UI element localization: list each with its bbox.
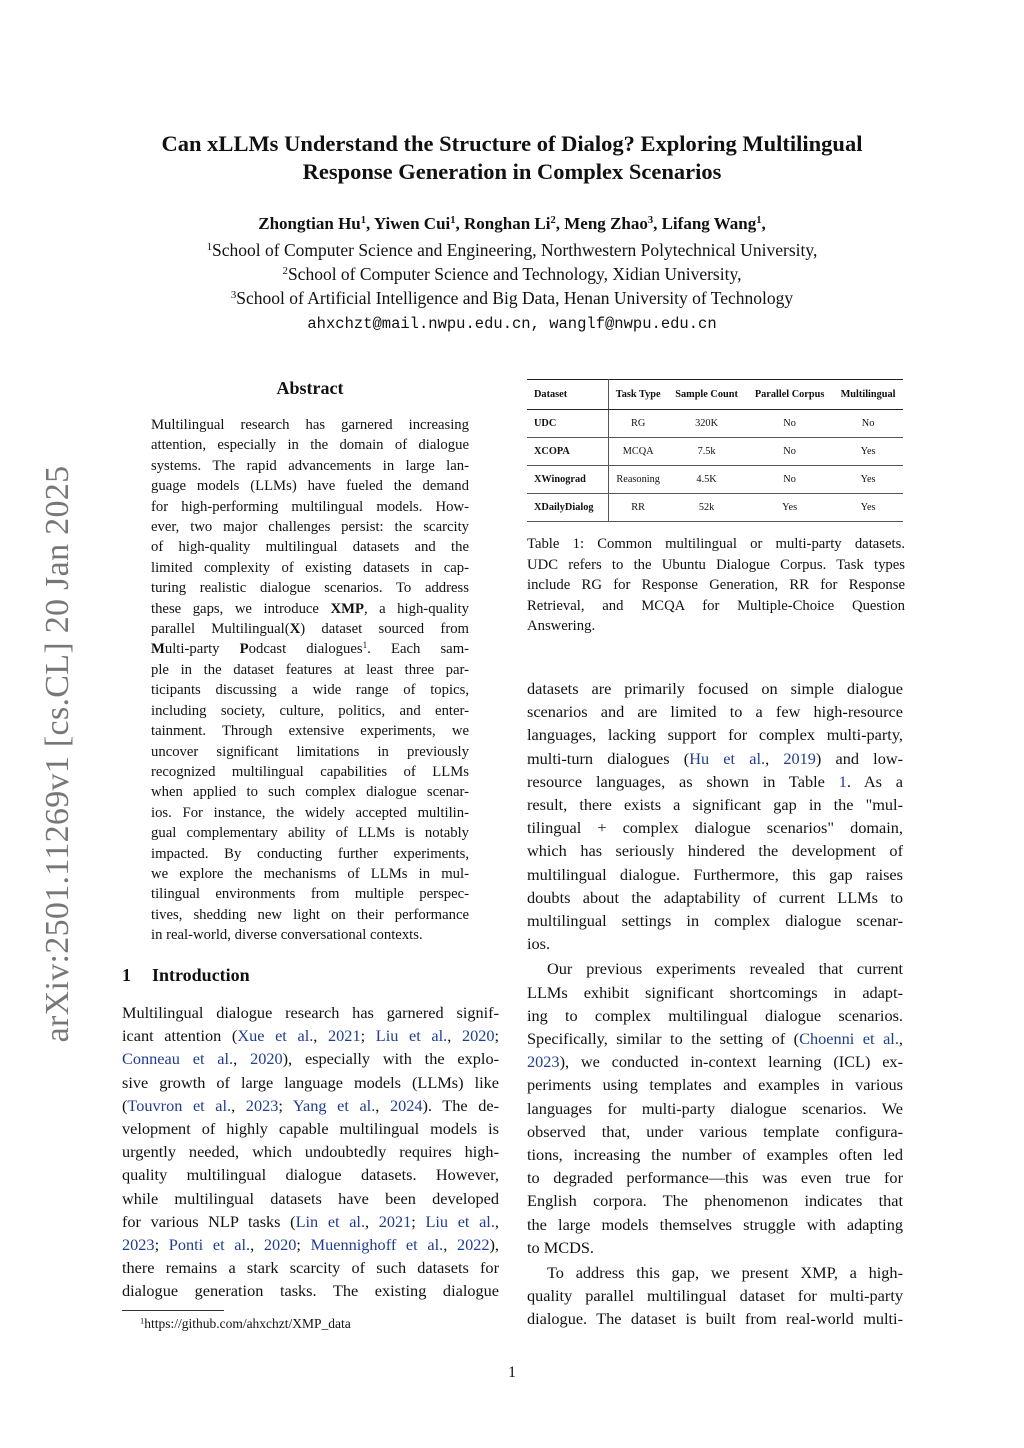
section-heading-introduction <box>122 965 250 986</box>
body-line: result, there exists a significant gap in the "mul- <box>527 795 903 815</box>
body-line: quality parallel multilingual dataset for multi-party <box>527 1286 903 1306</box>
body-line: LLMs exhibit significant shortcomings in adapt- <box>527 982 903 1002</box>
abstract-line: these gaps, we introduce XMP, a high-quality <box>151 600 469 617</box>
affiliation-mark: 3 <box>230 289 237 302</box>
body-line: urgently needed, which undoubtedly requires high- <box>122 1142 499 1162</box>
body-line: English corpora. The phenomenon indicates that <box>527 1191 903 1211</box>
author <box>564 214 661 233</box>
table-cell: Yes <box>833 494 903 522</box>
table-row <box>527 438 903 466</box>
body-line: multilingual dialogue. Furthermore, this gap raises <box>527 864 903 884</box>
table-caption <box>527 534 905 637</box>
author-affil-mark: 1 <box>360 215 367 227</box>
caption-line: Retrieval, and MCQA for Multiple-Choice Question <box>527 597 905 614</box>
abstract-line: gual complementary ability of LLMs is notably <box>151 825 469 842</box>
author-affil-mark: 1 <box>450 215 456 227</box>
paper-title <box>0 130 1024 186</box>
abstract-body <box>151 415 469 946</box>
abstract-line: attention, especially in the domain of dialogue <box>151 437 469 454</box>
caption-line: include RG for Response Generation, RR for Response <box>527 577 905 594</box>
body-line: 2023; Ponti et al., 2020; Muennighoff et al., 2022), <box>122 1235 499 1255</box>
table-header-cell: Multilingual <box>833 380 903 410</box>
table-cell: XWinograd <box>527 466 609 494</box>
title-line: Response Generation in Complex Scenarios <box>302 159 722 184</box>
footnote <box>140 1316 351 1332</box>
affiliation-mark: 1 <box>206 241 213 254</box>
table-cell: UDC <box>527 410 609 438</box>
abstract-line: including society, culture, politics, and enter- <box>151 702 469 719</box>
author-name: Yiwen Cui <box>373 214 451 233</box>
author <box>662 214 766 233</box>
footnote-mark: 1 <box>140 1316 145 1326</box>
datasets-table <box>527 379 903 522</box>
title-line: Can xLLMs Understand the Structure of Dialog? Exploring Multilingual <box>161 131 863 156</box>
table-cell: Reasoning <box>609 466 667 494</box>
author <box>258 214 374 233</box>
caption-line: UDC refers to the Ubuntu Dialogue Corpus. Task types <box>527 556 905 573</box>
abstract-line: guage models (LLMs) have fueled the demand <box>151 478 469 495</box>
body-line: Multilingual dialogue research has garnered signif- <box>122 1003 499 1022</box>
author-affil-mark: 3 <box>647 215 654 227</box>
abstract-line: ticipants discussing a wide range of topics, <box>151 682 469 699</box>
table-cell: Yes <box>833 438 903 466</box>
abstract-line: impacted. By conducting further experiments, <box>151 845 469 862</box>
abstract-line: of high-quality multilingual datasets and the <box>151 539 469 556</box>
body-line: (Touvron et al., 2023; Yang et al., 2024). The de- <box>122 1095 499 1115</box>
body-line: while multilingual datasets have been developed <box>122 1188 499 1208</box>
table-cell: MCQA <box>609 438 667 466</box>
author-name: Meng Zhao <box>564 214 648 233</box>
author-affil-mark: 1 <box>756 215 762 227</box>
body-line: observed that, under various template configura- <box>527 1121 903 1141</box>
body-line: dialogue generation tasks. The existing dialogue <box>122 1281 499 1301</box>
body-line: multilingual settings in complex dialogue scenar- <box>527 911 903 931</box>
abstract-line: we explore the mechanisms of LLMs in mul- <box>151 865 469 882</box>
abstract-line: uncover significant limitations in previously <box>151 743 469 760</box>
abstract-heading: Abstract <box>276 378 344 398</box>
body-line: velopment of highly capable multilingual models is <box>122 1119 499 1139</box>
table-cell: 4.5K <box>667 466 746 494</box>
body-line: languages for multi-party dialogue scenarios. We <box>527 1098 903 1118</box>
body-line: icant attention (Xue et al., 2021; Liu et al., 2020; <box>122 1026 500 1046</box>
affiliation-text: School of Computer Science and Technology, Xidian University, <box>287 264 742 284</box>
table-cell: Yes <box>746 494 833 522</box>
body-line: doubts about the adaptability of current LLMs to <box>527 887 903 907</box>
caption-line: Answering. <box>527 618 596 635</box>
author-sep: , <box>455 214 465 233</box>
table-row <box>527 410 903 438</box>
table-cell: XCOPA <box>527 438 609 466</box>
body-line: tilingual + complex dialogue scenarios" domain, <box>527 818 903 838</box>
body-line: dialogue. The dataset is built from real-world multi- <box>527 1309 903 1329</box>
table-cell: XDailyDialog <box>527 494 609 522</box>
abstract-line: Multilingual research has garnered increasing <box>151 417 469 433</box>
body-line: 2023), we conducted in-context learning (ICL) ex- <box>527 1052 903 1072</box>
intro-left-column <box>122 1001 499 1303</box>
body-line: to degraded performance—this was even true for <box>527 1168 903 1188</box>
author <box>374 214 464 233</box>
caption-line: Table 1: Common multilingual or multi-party datasets. <box>527 536 905 552</box>
body-line: there remains a stark scarcity of such datasets for <box>122 1258 499 1278</box>
author <box>464 214 564 233</box>
body-line: periments using templates and examples in various <box>527 1075 903 1095</box>
author-name: Lifang Wang <box>661 214 757 233</box>
footnote-rule <box>122 1310 224 1311</box>
abstract-line: turing realistic dialogue scenarios. To address <box>151 580 469 597</box>
body-line: resource languages, as shown in Table 1. As a <box>527 771 904 791</box>
abstract-line: for high-performing multilingual models. How- <box>151 498 469 515</box>
affiliation-text: School of Artificial Intelligence and Big Data, Henan University of Technology <box>236 288 794 308</box>
arxiv-stamp: arXiv:2501.11269v1 [cs.CL] 20 Jan 2025 <box>39 465 76 1043</box>
body-line: quality multilingual dialogue datasets. However, <box>122 1165 499 1185</box>
table-cell: Yes <box>833 466 903 494</box>
affiliation <box>0 262 1024 286</box>
body-line: Specifically, similar to the setting of (Choenni et al., <box>527 1029 903 1049</box>
table-header-row <box>527 380 903 410</box>
body-line: To address this gap, we present XMP, a high- <box>547 1263 903 1283</box>
table-cell: No <box>833 410 903 438</box>
body-line: for various NLP tasks (Lin et al., 2021; Liu et al., <box>122 1211 499 1231</box>
author-sep: , <box>761 214 766 233</box>
table-header-cell: Task Type <box>609 380 667 410</box>
abstract-line: tilingual environments from multiple perspec- <box>151 886 469 903</box>
body-line: the large models themselves struggle with adapting <box>527 1214 903 1234</box>
body-line: scenarios and are limited to a few high-resource <box>527 702 903 722</box>
table-cell: No <box>746 410 833 438</box>
author-sep: , <box>366 214 374 233</box>
body-line: to MCDS. <box>527 1237 594 1257</box>
affiliation-text: School of Computer Science and Engineering, Northwestern Polytechnical University, <box>212 240 818 260</box>
author-sep: , <box>555 214 565 233</box>
table-row <box>527 466 903 494</box>
table-cell: RR <box>609 494 667 522</box>
page-number: 1 <box>508 1364 516 1381</box>
table-cell: 52k <box>667 494 746 522</box>
body-line: ios. <box>527 934 551 954</box>
author-affil-mark: 2 <box>550 215 556 227</box>
table-header-cell: Parallel Corpus <box>746 380 833 410</box>
affiliation <box>0 286 1024 310</box>
footnote-link[interactable]: https://github.com/ahxchzt/XMP_data <box>144 1316 351 1331</box>
body-line: languages, lacking support for complex multi-party, <box>527 725 903 745</box>
table-cell: No <box>746 438 833 466</box>
body-line: sive growth of large language models (LLMs) like <box>122 1072 499 1092</box>
abstract-line: tainment. Through extensive experiments, we <box>151 723 469 740</box>
body-line: tions, increasing the number of examples often led <box>527 1145 903 1165</box>
table-row <box>527 494 903 522</box>
abstract-line: Multi-party Podcast dialogues$^1$. Each sam- <box>151 640 470 658</box>
table-cell: RG <box>609 410 667 438</box>
table-cell: No <box>746 466 833 494</box>
body-line: Conneau et al., 2020), especially with the explo- <box>122 1049 500 1069</box>
affiliation-mark: 2 <box>282 265 288 278</box>
body-line: multi-turn dialogues (Hu et al., 2019) and low- <box>527 748 904 768</box>
abstract-line: tives, shedding new light on their performance <box>151 906 469 923</box>
abstract-line: recognized multilingual capabilities of LLMs <box>151 763 469 780</box>
table-header-cell: Sample Count <box>667 380 746 410</box>
abstract-line: parallel Multilingual(X) dataset sourced from <box>151 621 469 638</box>
contact-emails[interactable]: ahxchzt@mail.nwpu.edu.cn, wanglf@nwpu.edu.cn <box>307 315 717 333</box>
abstract-line: ios. For instance, the widely accepted multilin- <box>151 804 469 821</box>
abstract-line: ever, two major challenges persist: the scarcity <box>151 519 469 536</box>
author-name: Zhongtian Hu <box>258 214 361 233</box>
body-line: datasets are primarily focused on simple dialogue <box>527 679 903 698</box>
abstract-line: systems. The rapid advancements in large lan- <box>151 457 469 474</box>
section-title: Introduction <box>152 965 250 985</box>
author-list <box>0 212 1024 236</box>
author-sep: , <box>653 214 662 233</box>
table-header-cell: Dataset <box>527 380 609 410</box>
table-cell: 7.5k <box>667 438 746 466</box>
author-name: Ronghan Li <box>464 214 551 233</box>
affiliations <box>0 238 1024 310</box>
intro-right-column <box>527 677 903 1331</box>
abstract-line: when applied to such complex dialogue scenar- <box>151 784 469 801</box>
affiliation <box>0 238 1024 262</box>
section-number: 1 <box>122 965 131 985</box>
body-line: which has seriously hindered the development of <box>527 841 903 861</box>
body-line: Our previous experiments revealed that current <box>547 959 903 979</box>
abstract-line: ple in the dataset features at least three par- <box>151 661 469 678</box>
abstract-line: limited complexity of existing datasets in cap- <box>151 559 469 576</box>
abstract-line: in real-world, diverse conversational contexts. <box>151 927 423 944</box>
body-line: ing to complex multilingual dialogue scenarios. <box>527 1005 903 1025</box>
table-cell: 320K <box>667 410 746 438</box>
